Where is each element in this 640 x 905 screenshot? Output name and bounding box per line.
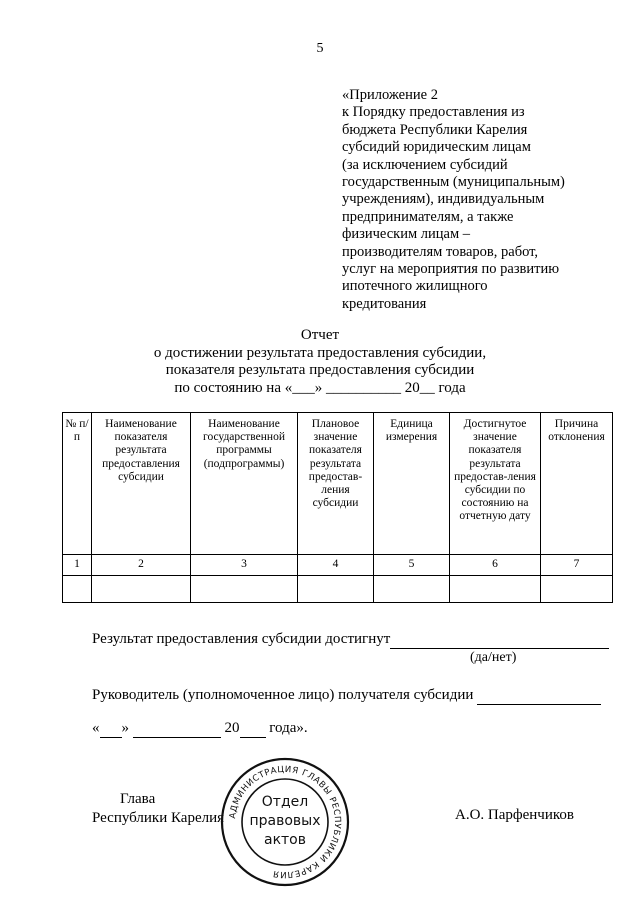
column-number: 1 [63,555,92,576]
date-month-field[interactable] [133,720,221,738]
appendix-line: учреждениям), индивидуальным [342,191,545,208]
appendix-line: субсидий юридическим лицам [342,139,531,156]
appendix-line: (за исключением субсидий [342,156,508,173]
signature-name: А.О. Парфенчиков [455,807,574,823]
date-quote-close: » [121,720,129,736]
report-table [62,412,613,603]
table-cell[interactable] [92,576,191,603]
column-header: Причина отклонения [541,413,613,555]
signature-position: Глава [120,791,156,807]
head-line [92,687,601,705]
report-title-line: показателя результата предоставления субсидии [165,362,475,378]
date-year-suffix: года». [265,720,308,736]
stamp-text-line: Отдел [261,794,309,810]
table-cell[interactable] [374,576,450,603]
appendix-line: физическим лицам – [342,226,471,243]
appendix-line: государственным (муниципальным) [342,174,565,191]
head-signature-field[interactable] [477,687,601,705]
column-number: 6 [450,555,541,576]
table-header-row [63,413,613,555]
appendix-header [342,87,602,313]
appendix-line: услуг на мероприятия по развитию [342,261,560,278]
date-line [92,720,308,738]
date-quote-open: « [92,720,100,736]
column-number: 4 [298,555,374,576]
table-cell[interactable] [450,576,541,603]
date-year-prefix: 20 [224,720,240,736]
date-year-field[interactable] [240,720,266,738]
appendix-line: ипотечного жилищного [342,278,488,295]
head-label: Руководитель (уполномоченное лицо) получателя субсидии [92,687,474,703]
stamp-text-line: актов [263,832,307,848]
report-title-line: Отчет [300,327,340,343]
table-row [63,576,613,603]
appendix-line: производителям товаров, работ, [342,243,539,260]
report-title-line: по состоянию на «___» __________ 20__ года [174,379,466,396]
column-number: 3 [191,555,298,576]
column-header: № п/п [63,413,92,555]
appendix-line: «Приложение 2 [342,87,438,103]
column-number-row [63,555,613,576]
page-number: 5 [316,41,324,56]
result-achieved-label: Результат предоставления субсидии достигнут [92,631,391,647]
column-number: 7 [541,555,613,576]
table-cell[interactable] [63,576,92,603]
result-achieved-line [92,631,609,649]
table-cell[interactable] [298,576,374,603]
result-achieved-field[interactable] [390,631,609,649]
signature-organization: Республики Карелия [92,810,225,826]
report-title [0,327,640,397]
column-header: Единица измерения [374,413,450,555]
date-day-field[interactable] [100,720,122,738]
table-cell[interactable] [191,576,298,603]
column-number: 2 [92,555,191,576]
appendix-line: бюджета Республики Карелия [342,121,528,138]
report-title-line: о достижении результата предоставления субсидии, [153,344,487,361]
result-achieved-hint: (да/нет) [470,650,517,665]
stamp-ring-text: АДМИНИСТРАЦИЯ ГЛАВЫ РЕСПУБЛИКИ КАРЕЛИЯ [228,764,343,880]
column-header: Наименование показателя результата предоставления субсидии [92,413,191,555]
column-header: Наименование государственной программы (подпрограммы) [191,413,298,555]
table-cell[interactable] [541,576,613,603]
column-number: 5 [374,555,450,576]
signature-block [92,790,224,828]
stamp-text-line: правовых [249,813,321,829]
appendix-line: предпринимателям, а также [342,208,514,225]
column-header: Плановое значение показателя результата предостав-ления субсидии [298,413,374,555]
column-header: Достигнутое значение показателя результата предостав-ления субсидии по состоянию на отчетную дату [450,413,541,555]
appendix-line: кредитования [342,295,427,312]
appendix-line: к Порядку предоставления из [342,104,525,121]
official-stamp [220,757,350,887]
